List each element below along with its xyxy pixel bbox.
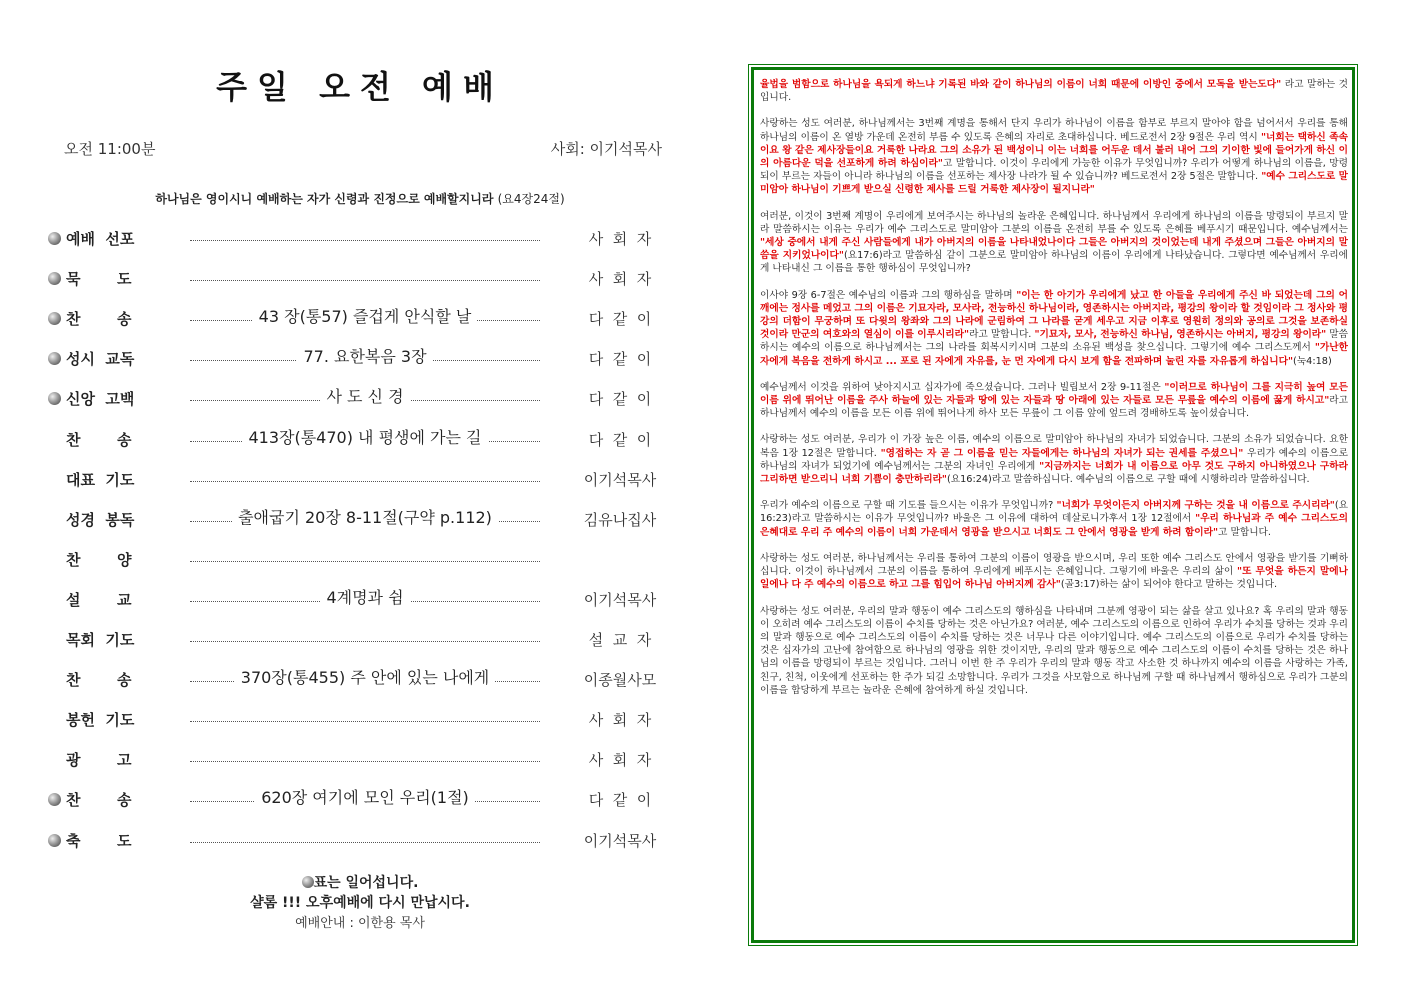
order-item-detail-wrap xyxy=(190,305,540,329)
order-item-detail: 77. 요한복음 3장 xyxy=(297,347,432,366)
closing-greeting: 샬롬 !!! 오후예배에 다시 만납시다. xyxy=(250,895,470,911)
scripture-quote: "세상 중에서 내게 주신 사람들에게 내가 아버지의 이름을 나타내었나이다 그들은 아버지의 것이었는데 내게 주셨으며 그들은 아버지의 말씀을 지키었나이다" xyxy=(760,237,1348,262)
order-row xyxy=(40,626,680,656)
order-item-label: 예배 선포 xyxy=(66,230,135,248)
order-item-person: 이기석목사 xyxy=(583,591,657,609)
scripture-quote: "또 무엇을 하든지 말에나 일에나 다 주 예수의 이름으로 하고 그를 힘입어 하나님 아버지께 감사" xyxy=(760,566,1348,591)
scripture-quote: "이러므로 하나님이 그를 지극히 높여 모든 이름 위에 뛰어난 이름을 주사 하늘에 있는 자들과 땅에 있는 자들과 땅 아래에 있는 자들로 모든 무릎을 예수의 이름에 꿇게 하시고" xyxy=(760,381,1348,407)
service-time: 오전 11:00분 xyxy=(64,140,156,158)
theme-verse-ref: (요4장24절) xyxy=(497,192,565,206)
order-item-label: 성경 봉독 xyxy=(66,511,135,529)
order-item-detail-wrap xyxy=(190,786,540,810)
order-item-label: 찬 송 xyxy=(66,671,132,689)
page-title: 주일 오전 예배 xyxy=(216,68,504,106)
sermon-paragraph xyxy=(760,78,1348,104)
sermon-paragraph xyxy=(760,117,1348,196)
worship-guide: 예배안내 : 이한용 목사 xyxy=(295,916,425,931)
sermon-segment: 라고 말하는 것입니다. xyxy=(760,79,1348,104)
order-row xyxy=(40,586,680,616)
dotted-leader xyxy=(190,842,540,843)
sermon-segment: 여러분, 이것이 3번째 계명이 우리에게 보여주시는 하나님의 놀라운 은혜입니다. 하나님께서 우리에게 하나님의 이름을 망령되이 부르지 말라 말씀하시는 이유는 우리가 예수 그리스도로 말미암아 그분의 이름을 온전히 부를 수 있도록 은혜를 베푸시기 때문입니다. 예수님께서는 xyxy=(760,210,1348,235)
dotted-leader xyxy=(190,240,540,241)
sermon-paragraph xyxy=(760,210,1348,276)
sermon-segment: 우리가 예수의 이름으로 하나님의 자녀가 되었기에 예수님께서는 그분의 자녀인 우리에게 xyxy=(760,447,1348,472)
order-row xyxy=(40,506,680,536)
order-row xyxy=(40,786,680,816)
sermon-segment: 고 말합니다. xyxy=(1218,526,1271,538)
order-item-person: 다 같 이 xyxy=(588,390,652,408)
theme-verse-text: 하나님은 영이시니 예배하는 자가 신령과 진정으로 예배할지니라 xyxy=(155,192,498,206)
order-row xyxy=(40,305,680,335)
sermon-segment: 우리가 예수의 이름으로 구할 때 기도를 들으시는 이유가 무엇입니까? xyxy=(760,500,1057,512)
sermon-segment: 라고 하나님께서 예수의 이름을 모든 이름 위에 뛰어나게 하사 모든 무릎이 그 이름 앞에 엎드려 경배하도록 높이셨습니다. xyxy=(760,395,1348,420)
bullet-icon xyxy=(48,392,61,405)
order-item-person: 사 회 자 xyxy=(588,751,652,769)
order-item-detail-wrap xyxy=(190,345,540,369)
sermon-segment: 이사야 9장 6-7절은 예수님의 이름과 그의 행하심을 말하며 xyxy=(760,289,1017,301)
order-item-label: 성시 교독 xyxy=(66,350,135,368)
order-item-label: 설 교 xyxy=(66,591,132,609)
dotted-leader xyxy=(190,721,540,722)
sermon-paragraph xyxy=(760,552,1348,592)
order-item-person: 설 교 자 xyxy=(588,631,652,649)
scripture-quote: "영접하는 자 곧 그 이름을 믿는 자들에게는 하나님의 자녀가 되는 권세를 주셨으니" xyxy=(880,447,1244,459)
sermon-paragraph xyxy=(760,433,1348,486)
sermon-segment: (눅4:18) xyxy=(1293,355,1332,367)
order-row xyxy=(40,466,680,496)
dotted-leader xyxy=(190,761,540,762)
order-item-detail-wrap xyxy=(190,385,540,409)
scripture-quote: "기묘자, 모사, 전능하신 하나님, 영존하시는 아버지, 평강의 왕이라" xyxy=(1034,329,1327,341)
bullet-icon xyxy=(48,834,61,847)
order-item-detail: 370장(통455) 주 안에 있는 나에게 xyxy=(235,668,495,687)
order-item-person: 이종월사모 xyxy=(583,671,657,689)
order-row xyxy=(40,546,680,576)
order-row xyxy=(40,385,680,415)
scripture-quote: "너희는 택하신 족속이요 왕 같은 제사장들이요 거룩한 나라요 그의 소유가 된 백성이니 이는 너희를 어두운 데서 불러 내어 그의 기이한 빛에 들어가게 하신 이의 아름다운 덕을 선포하게 하려 하심이라" xyxy=(760,131,1348,170)
sermon-segment: 예수님께서 이것을 위하여 낮아지시고 십자가에 죽으셨습니다. 그러나 빌립보서 2장 9-11절은 xyxy=(760,381,1165,393)
order-item-person: 다 같 이 xyxy=(588,791,652,809)
order-item-person: 사 회 자 xyxy=(588,711,652,729)
order-item-detail: 620장 여기에 모인 우리(1절) xyxy=(255,788,475,807)
theme-verse xyxy=(40,190,680,207)
order-item-detail-wrap xyxy=(190,666,540,690)
bullet-icon xyxy=(48,312,61,325)
order-item-person: 다 같 이 xyxy=(588,431,652,449)
sermon-paragraph xyxy=(760,381,1348,421)
order-row xyxy=(40,225,680,255)
order-item-person: 사 회 자 xyxy=(588,270,652,288)
order-item-detail-wrap xyxy=(190,426,540,450)
sermon-paragraph xyxy=(760,499,1348,539)
sermon-segment: (골3:17)하는 삶이 되어야 한다고 말하는 것입니다. xyxy=(1060,579,1278,591)
order-item-detail: 4계명과 쉼 xyxy=(320,588,409,607)
sermon-segment: 말씀하시는 예수의 이름으로 하나님께서는 그의 나라를 회복시키시며 그분의 소유된 백성을 찾으십니다. 그렇기에 예수 그리스도께서 xyxy=(760,329,1348,354)
sermon-segment: (요16:23)라고 말씀하시는 이유가 무엇입니까? 바울은 그 이유에 대하여 데살로니가후서 1장 12절에서 xyxy=(760,500,1348,525)
sermon-segment: 사랑하는 성도 여러분, 하나님께서는 우리를 통하여 그분의 이름이 영광을 받으시며, 우리 또한 예수 그리스도 안에서 영광을 받기를 기뻐하십니다. 이것이 하나님께서 그분의 이름을 통하여 우리에게 베푸시는 은혜입니다. 그렇기에 바울은 우리의 삶이 xyxy=(760,552,1348,578)
order-item-detail: 출애굽기 20장 8-11절(구약 p.112) xyxy=(232,508,498,527)
order-item-person: 이기석목사 xyxy=(583,471,657,489)
order-row xyxy=(40,265,680,295)
bullet-icon xyxy=(48,793,61,806)
scripture-quote: "지금까지는 너희가 내 이름으로 아무 것도 구하지 아니하였으나 구하라 그리하면 받으리니 너희 기쁨이 충만하리라" xyxy=(760,460,1348,486)
order-item-person: 이기석목사 xyxy=(583,832,657,850)
order-item-label: 찬 송 xyxy=(66,310,132,328)
order-item-label: 축 도 xyxy=(66,832,132,850)
order-item-label: 대표 기도 xyxy=(66,471,135,489)
order-row xyxy=(40,746,680,776)
standing-note-text: 표는 일어섭니다. xyxy=(313,875,419,891)
sermon-segment: 사랑하는 성도 여러분, 우리가 이 가장 높은 이름, 예수의 이름으로 말미암아 하나님의 자녀가 되었습니다. 그분의 소유가 되었습니다. 요한복음 1장 12절은 말합니다. xyxy=(760,434,1348,459)
order-item-detail: 413장(통470) 내 평생에 가는 길 xyxy=(242,428,487,447)
sermon-segment: 사랑하는 성도 여러분, 우리의 말과 행동이 예수 그리스도의 행하심을 나타내며 그분께 영광이 되는 삶을 살고 있나요? 혹 우리의 말과 행동이 오히려 예수 그리스도의 이름이 수치를 당하는 것은 아닌가요? 여러분, 예수 그리스도의 이름으로 인하여 우리가 수치를 당하는 것과 우리의 말과 행동으로 예수 그리스도의 이름이 수치를 당하는 것은 너무나 다른 이야기입니다. 예수 그리스도의 이름으로 우리가 수치를 당하는 것은 십자가의 고난에 참여함으로 하나님의 영광을 위한 것이지만, 우리의 말과 행동으로 예수 그리스도의 이름이 수치를 당하는 것은 하나님의 이름을 망령되이 부르는 것입니다. 그러니 이번 한 주 우리가 우리의 말과 행동 작고 사소한 것 하나까지 예수의 이름을 사랑하는 가족, 친구, 친척, 이웃에게 선포하는 한 주가 되길 소망합니다. 우리가 그것을 사모함으로 하나님께 구할 때 하나님께서 행하심으로 우리가 그분의 이름을 합당하게 부르는 놀라운 은혜에 참여하게 하실 것입니다. xyxy=(760,605,1348,696)
dotted-leader xyxy=(190,561,540,562)
order-item-person: 사 회 자 xyxy=(588,230,652,248)
dotted-leader xyxy=(190,481,540,482)
bullet-icon xyxy=(48,232,61,245)
order-item-label: 광 고 xyxy=(66,751,132,769)
scripture-quote: "너희가 무엇이든지 아버지께 구하는 것을 내 이름으로 주시리라" xyxy=(1056,500,1335,512)
standing-note xyxy=(40,872,680,892)
dotted-leader xyxy=(190,641,540,642)
order-item-label: 찬 송 xyxy=(66,791,132,809)
sermon-segment: (요16:24)라고 말씀하십니다. 예수님의 이름으로 구할 때에 시행하리라 말씀하십니다. xyxy=(946,474,1310,486)
sermon-text xyxy=(760,78,1348,934)
sermon-segment: 고 말합니다. 이것이 우리에게 가능한 이유가 무엇입니까? 우리가 어떻게 하나님의 이름을, 망령되이 부르는 자들이 아니라 하나님의 이름을 선포하는 제사장 나라가 될 수 있습니까? 베드로전서 2장 5절은 말합니다. xyxy=(760,158,1348,183)
sermon-paragraph xyxy=(760,289,1348,368)
scripture-quote: 율법을 범함으로 하나님을 욕되게 하느냐 기록된 바와 같이 하나님의 이름이 너희 때문에 이방인 중에서 모독을 받는도다" xyxy=(760,79,1282,90)
order-item-person: 김유나집사 xyxy=(583,511,657,529)
order-item-label: 묵 도 xyxy=(66,270,132,288)
order-row xyxy=(40,666,680,696)
bullet-icon xyxy=(302,876,314,888)
scripture-quote: "가난한 자에게 복음을 전하게 하시고 ... 포로 된 자에게 자유를, 눈 먼 자에게 다시 보게 함을 전파하며 눌린 자를 자유롭게 하십니다" xyxy=(760,342,1348,367)
bullet-icon xyxy=(48,272,61,285)
sermon-segment: (요17:6)라고 말씀하심 같이 그분으로 말미암아 하나님의 이름이 우리에게 나타났습니다. 그렇다면 예수님께서 우리에게 나타내신 그 이름을 통한 행하심이 무엇입니까? xyxy=(760,250,1348,275)
service-leader: 사회: 이기석목사 xyxy=(550,140,662,158)
order-item-person: 다 같 이 xyxy=(588,350,652,368)
order-item-person: 다 같 이 xyxy=(588,310,652,328)
order-item-label: 찬 송 xyxy=(66,431,132,449)
order-item-detail: 사 도 신 경 xyxy=(320,387,409,406)
scripture-quote: "우리 하나님과 주 예수 그리스도의 은혜대로 우리 주 예수의 이름이 너희 가운데서 영광을 받으시고 너희도 그 안에서 영광을 받게 하려 함이라" xyxy=(760,513,1348,538)
bullet-icon xyxy=(48,352,61,365)
order-item-detail-wrap xyxy=(190,506,540,530)
order-item-detail-wrap xyxy=(190,586,540,610)
order-item-label: 신앙 고백 xyxy=(66,390,135,408)
sermon-segment: 라고 말합니다. xyxy=(969,329,1035,341)
sermon-paragraph xyxy=(760,605,1348,697)
sermon-segment: 사랑하는 성도 여러분, 하나님께서는 3번째 계명을 통해서 단지 우리가 하나님이 이름을 함부로 부르지 말아야 함을 넘어서서 우리를 통해 하나님의 이름이 온 열방 가운데 온전히 부름 수 있도록 은혜의 자리로 초대하십니다. 베드로전서 2장 9절은 우리 역시 xyxy=(760,118,1348,143)
order-row xyxy=(40,827,680,857)
order-item-label: 찬 양 xyxy=(66,551,132,569)
bulletin-order-page xyxy=(40,0,680,992)
order-row xyxy=(40,345,680,375)
order-item-detail: 43 장(통57) 즐겁게 안식할 날 xyxy=(253,307,478,326)
order-item-label: 목회 기도 xyxy=(66,631,135,649)
order-row xyxy=(40,426,680,456)
scripture-quote: "예수 그리스도로 말미암아 하나님이 기쁘게 받으실 신령한 제사를 드릴 거룩한 제사장이 될지니라" xyxy=(760,171,1348,196)
dotted-leader xyxy=(190,280,540,281)
order-item-label: 봉헌 기도 xyxy=(66,711,135,729)
scripture-quote: "이는 한 아기가 우리에게 났고 한 아들을 우리에게 주신 바 되었는데 그의 어깨에는 정사를 메었고 그의 이름은 기묘자라, 모사라, 전능하신 하나님이라, 영존하시는 아버지라, 평강의 왕이라 할 것임이라 그 정사와 평강의 더함이 무궁하며 또 다윗의 왕좌와 그의 나라에 군림하여 그 나라를 굳게 세우고 지금 이후로 영원히 정의와 공의로 그것을 보존하실 것이라 만군의 여호와의 열심이 이를 이루시리라" xyxy=(760,289,1348,341)
order-row xyxy=(40,706,680,736)
